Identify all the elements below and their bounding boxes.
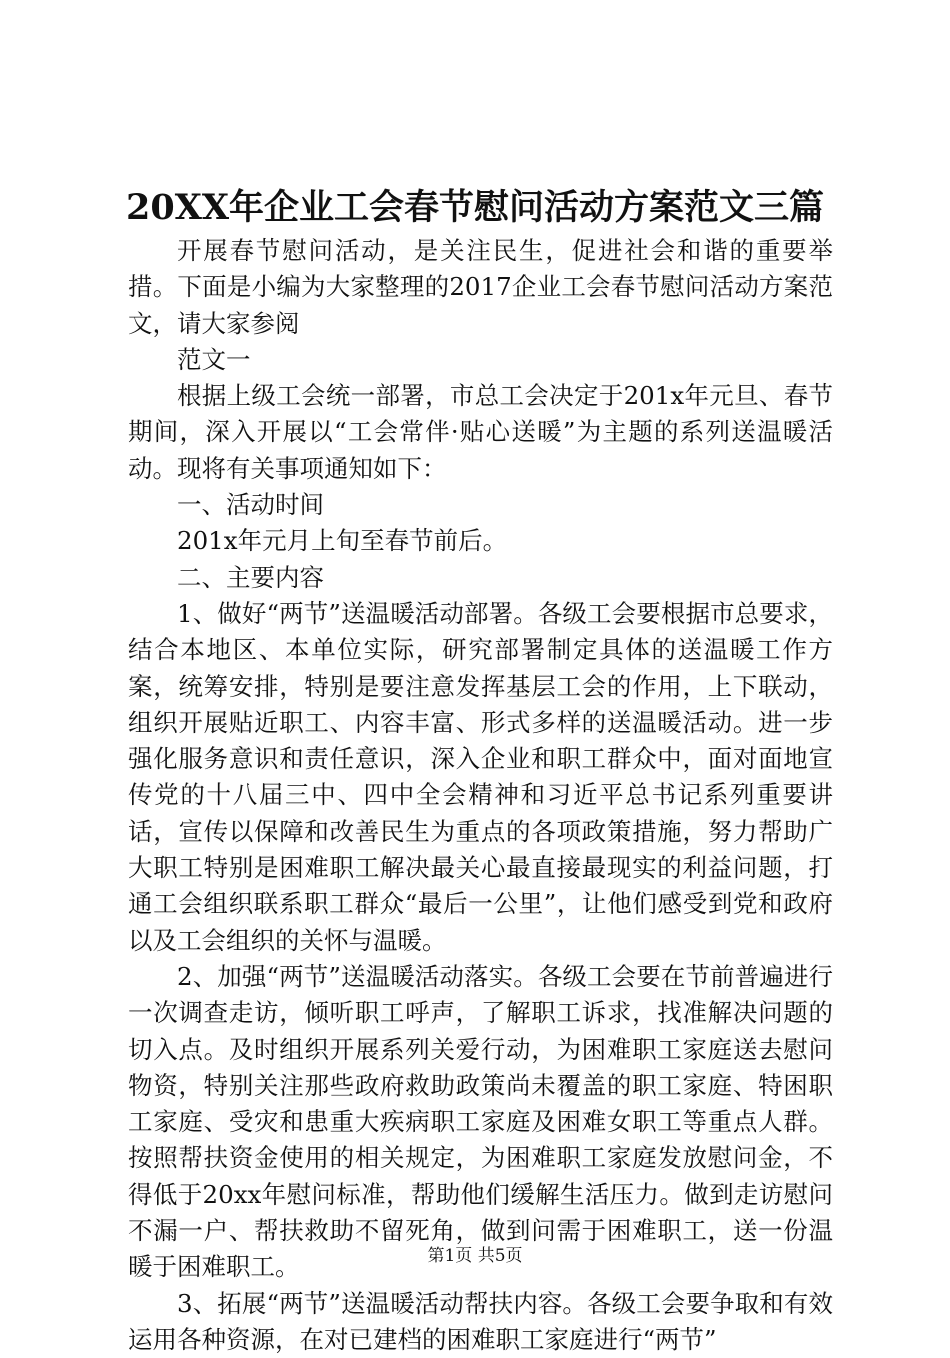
heading-activity-time: 一、活动时间 xyxy=(177,490,324,520)
paragraph-item-2: 2、加强“两节”送温暖活动落实。各级工会要在节前普遍进行一次调查走访，倾听职工呼声，了解职工诉求，找准解决问题的切入点。及时组织开展系列关爱行动，为困难职工家庭送去慰问物资，特别关注那些政府救助政策尚未覆盖的职工家庭、特困职工家庭、受灾和患重大疾病职工家庭及困难女职工等重点人群。按照帮扶资金使用的相关规定，为困难职工家庭发放慰问金，不得低于20xx年慰问标准，帮助他们缓解生活压力。做到走访慰问不漏一户、帮扶救助不留死角，做到问需于困难职工，送一份温暖于困难职工。 xyxy=(128,961,833,1282)
document-title: 20XX年企业工会春节慰问活动方案范文三篇 xyxy=(125,187,825,228)
paragraph-item-3: 3、拓展“两节”送温暖活动帮扶内容。各级工会要争取和有效运用各种资源，在对已建档的困难职工家庭进行“两节” xyxy=(128,1288,833,1354)
page-footer: 第1页 共5页 xyxy=(427,1246,523,1266)
document-body xyxy=(128,233,833,1358)
paragraph-intro: 开展春节慰问活动，是关注民生，促进社会和谐的重要举措。下面是小编为大家整理的2017企业工会春节慰问活动方案范文，请大家参阅 xyxy=(128,236,833,338)
paragraph-item-1: 1、做好“两节”送温暖活动部署。各级工会要根据市总要求，结合本地区、本单位实际，研究部署制定具体的送温暖工作方案，统筹安排，特别是要注意发挥基层工会的作用，上下联动，组织开展贴近职工、内容丰富、形式多样的送温暖活动。进一步强化服务意识和责任意识，深入企业和职工群众中，面对面地宣传党的十八届三中、四中全会精神和习近平总书记系列重要讲话，宣传以保障和改善民生为重点的各项政策措施，努力帮助广大职工特别是困难职工解决最关心最直接最现实的利益问题，打通工会组织联系职工群众“最后一公里”，让他们感受到党和政府以及工会组织的关怀与温暖。 xyxy=(128,598,833,955)
paragraph-section-label: 范文一 xyxy=(177,344,251,374)
heading-main-content: 二、主要内容 xyxy=(177,562,324,592)
paragraph-activity-time: 201x年元月上旬至春节前后。 xyxy=(177,526,508,556)
paragraph-notice: 根据上级工会统一部署，市总工会决定于201x年元旦、春节期间，深入开展以“工会常伴·贴心送暖”为主题的系列送温暖活动。现将有关事项通知如下： xyxy=(128,381,833,483)
